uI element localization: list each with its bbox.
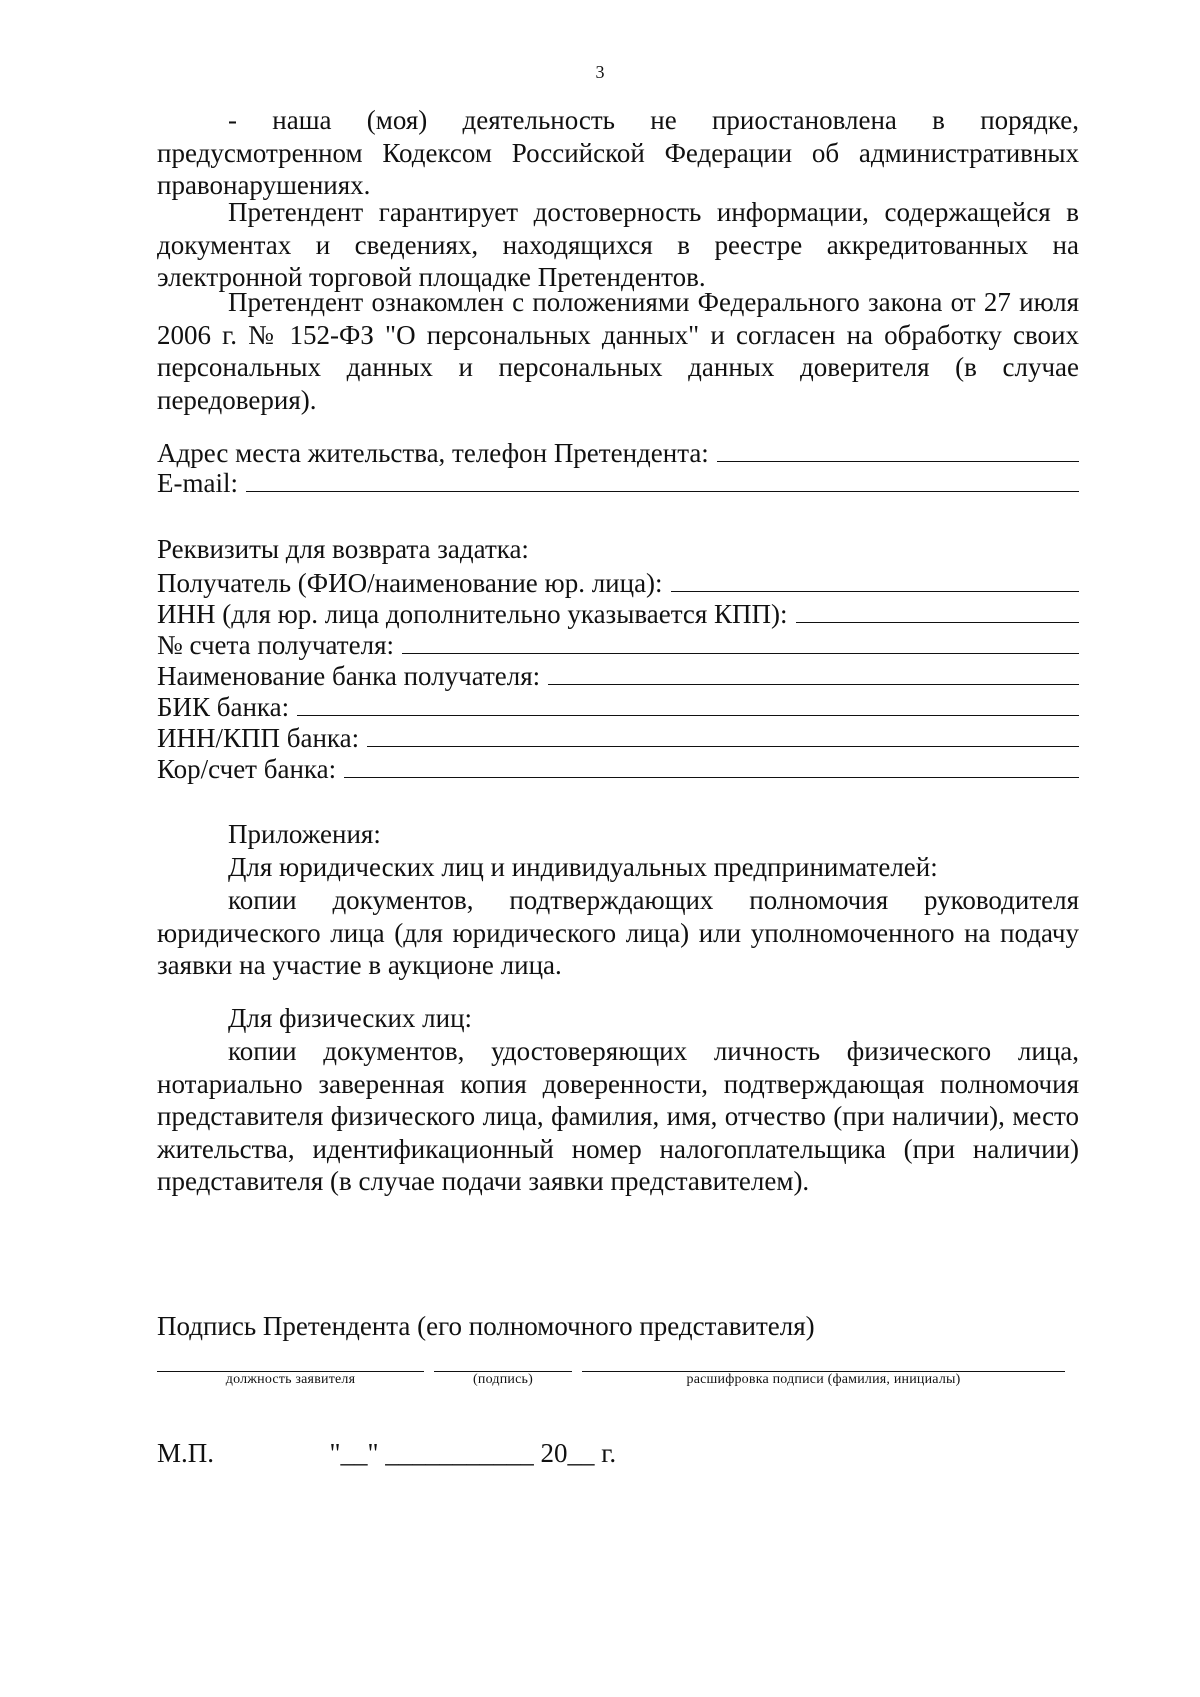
inn-field[interactable]	[157, 598, 1079, 628]
paragraph-personal-data-consent: Претендент ознакомлен с положениями Федерального закона от 27 июля 2006 г. № 152-ФЗ "О персональных данных" и согласен на обработку своих персональных данных и персональных данных доверителя (в случае передоверия).	[157, 287, 1079, 415]
signature-row	[157, 1371, 1065, 1401]
legal-entities-text: копии документов, подтверждающих полномочия руководителя юридического лица (для юридического лица) или уполномоченного на подачу заявки на участие в аукционе лица.	[157, 885, 1079, 980]
individuals-heading: Для физических лиц:	[228, 1003, 473, 1033]
position-column[interactable]	[157, 1371, 424, 1401]
email-field[interactable]	[157, 467, 1079, 497]
refund-heading: Реквизиты для возврата задатка:	[157, 534, 529, 564]
recipient-field[interactable]	[157, 567, 1079, 597]
date-field[interactable]: "__" ___________ 20__ г.	[329, 1438, 617, 1468]
bank-inn-kpp-label: ИНН/КПП банка:	[157, 723, 360, 753]
decoding-column[interactable]	[582, 1371, 1065, 1401]
account-underline[interactable]	[402, 629, 1079, 654]
bik-field[interactable]	[157, 691, 1079, 721]
paragraph-activity-not-suspended: - наша (моя) деятельность не приостановлена в порядке, предусмотренном Кодексом Российской Федерации об административных правонарушениях.	[157, 105, 1079, 200]
bank-inn-kpp-field[interactable]	[157, 722, 1079, 752]
individuals-text: копии документов, удостоверяющих личность физического лица, нотариально заверенная копия доверенности, подтверждающая полномочия представителя физического лица, фамилия, имя, отчество (при наличии), место жительства, идентификационный номер налогоплательщика (при наличии) представителя (в случае подачи заявки представителем).	[157, 1036, 1079, 1196]
corr-account-field[interactable]	[157, 753, 1079, 783]
legal-entities-heading: Для юридических лиц и индивидуальных предпринимателей:	[228, 852, 938, 882]
position-caption: должность заявителя	[225, 1372, 356, 1387]
account-label: № счета получателя:	[157, 630, 394, 660]
signature-caption: (подпись)	[473, 1372, 533, 1387]
account-field[interactable]	[157, 629, 1079, 659]
page-number: 3	[595, 62, 605, 82]
email-label: E-mail:	[157, 468, 238, 498]
bik-label: БИК банка:	[157, 692, 290, 722]
corr-account-underline[interactable]	[344, 753, 1079, 778]
bik-underline[interactable]	[297, 691, 1079, 716]
stamp-mark: М.П.	[157, 1438, 215, 1468]
attachments-heading: Приложения:	[228, 819, 381, 849]
signature-heading: Подпись Претендента (его полномочного представителя)	[157, 1311, 815, 1341]
paragraph-information-guarantee: Претендент гарантирует достоверность информации, содержащейся в документах и сведениях, находящихся в реестре аккредитованных на электронной торговой площадке Претендентов.	[157, 197, 1079, 292]
bank-name-field[interactable]	[157, 660, 1079, 690]
stamp-row	[157, 1438, 616, 1469]
address-underline[interactable]	[717, 437, 1079, 462]
address-label: Адрес места жительства, телефон Претендента:	[157, 438, 709, 468]
signature-column[interactable]	[434, 1371, 572, 1401]
recipient-label: Получатель (ФИО/наименование юр. лица):	[157, 568, 663, 598]
inn-label: ИНН (для юр. лица дополнительно указывается КПП):	[157, 599, 788, 629]
bank-name-underline[interactable]	[548, 660, 1079, 685]
decoding-caption: расшифровка подписи (фамилия, инициалы)	[686, 1372, 961, 1387]
email-underline[interactable]	[246, 467, 1079, 492]
bank-name-label: Наименование банка получателя:	[157, 661, 541, 691]
bank-inn-kpp-underline[interactable]	[367, 722, 1079, 747]
address-field[interactable]	[157, 437, 1079, 467]
recipient-underline[interactable]	[671, 567, 1079, 592]
inn-underline[interactable]	[796, 598, 1079, 623]
corr-account-label: Кор/счет банка:	[157, 754, 337, 784]
